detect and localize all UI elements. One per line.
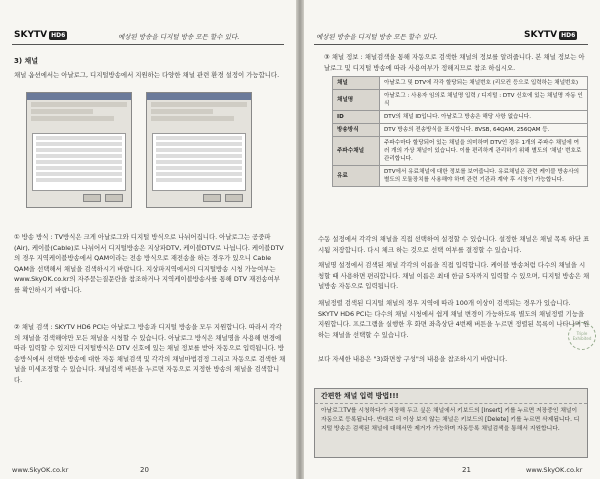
reference-note: 보다 자세한 내용은 "3)화면창 구성"의 내용을 참조하시기 바랍니다. (318, 355, 508, 363)
table-row (333, 124, 588, 137)
broadcast-mode-paragraph: ① 방송 방식 : TV방식은 크게 아날로그와 디지털 방식으로 나뉘어집니다. 아날로그는 공중파(Air), 케이블(Cable)로 나뉘어서 디지털방송은 지상파DTV, 케이블DTV로 나뉩니다. 케이블DTV의 경우 지역케이블방송에서 QAM이라는 전송 방식으로 재전송을 하는 경우가 있으니 Cable QAM을 선택해서 채널을 검색하시기 바랍니다. 지상파지역에서의 디지털방송 시청 가능여부는 www.SkyOK.co.kr의 자주묻는질문란을 참조하거나 지역케이블방송사를 통해 DTV 재전송여부를 확인하시기 바랍니다. (14, 233, 284, 294)
tip-box (314, 388, 588, 458)
page-number: 21 (462, 466, 471, 474)
table-row (333, 90, 588, 111)
table-value: 주파수마다 할당되어 있는 채널을 의미하며 DTV인 경우 1개의 주파수 채널에 여러 개의 가상 채널이 있습니다. 이를 편리하게 관리하기 위해 별도의 '채널' 번호로 관리합니다. (380, 137, 588, 166)
section-title: 3) 채널 (14, 57, 39, 65)
manual-setting-paragraph: 수동 설정에서 각각의 채널을 직접 선택하여 설정할 수 있습니다. 설정한 채널은 채널 목록 하단 표시됨 저장합니다. 다시 체크 하는 것으로 선택 여부를 결정할 수 있습니다. (318, 235, 590, 254)
table-row (333, 111, 588, 124)
book-gutter (296, 0, 304, 479)
tip-title: 간편한 채널 입력 방법!!! (315, 389, 587, 404)
left-page (0, 0, 296, 479)
table-key: 채널명 (333, 90, 380, 111)
table-value: DTV의 채널 ID입니다. 아날로그 방송은 해당 사항 없습니다. (380, 111, 588, 124)
table-key: ID (333, 111, 380, 124)
table-value: 아날로그 및 DTV에 각각 할당되는 채널번호 (리모컨 등으로 입력하는 채널번호) (380, 77, 588, 90)
channel-sort-paragraph: 채널정렬 검색된 디지털 채널의 경우 지역에 따라 100개 이상이 검색되는 경우가 있습니다. SKYTV HD6 PCI는 다수의 채널 시청에서 쉽게 채널 변경이 가능하도록 별도의 채널정렬 기능을 지원합니다. 프로그램을 실행한 후 화면 좌측상단 4번째 버튼을 누르면 정렬된 목록이 나타나며 원하는 채널을 선택할 수 있습니다. (318, 299, 590, 339)
channel-name-paragraph: 채널명 설정에서 검색된 채널 각각의 이름을 직접 입력합니다. 케이블 방송처럼 다수의 채널을 시청할 때 사용하면 편리합니다. 채널 이름은 최대 한글 5자까지 입력할 수 있으며, 디지털 방송은 채널방송 자동으로 입력됩니다. (318, 261, 590, 290)
tip-body: 아날로그TV를 시청하다가 저장해 두고 싶은 채널에서 키보드의 [Insert] 키를 누르면 저장중인 채널이 자동으로 등록됩니다. 반대로 더 이상 보지 않는 채널은 키보드의 [Delete] 키를 누르면 삭제됩니다. 디지털 방송은 검색된 채널에 대해서만 제거가 가능하며 자동등록 채널검색을 통해서 지원합니다. (321, 408, 580, 432)
table-value: 아날로그 : 사용자 임의로 채널명 입력 / 디지털 : DTV 신호에 있는 채널명 자동 인식 (380, 90, 588, 111)
page-number: 20 (140, 466, 149, 474)
channel-info-paragraph: ③ 채널 정보 : 채널검색을 통해 자동으로 검색한 채널의 정보를 알려줍니다. 본 채널 정보는 아날로그 및 디지털 방송에 따라 사용여부가 정해지므로 참조 하십시오. (324, 53, 585, 72)
brand-badge: HD6 (561, 31, 576, 39)
table-key: 채널 (333, 77, 380, 90)
brand-badge: HD6 (51, 31, 66, 39)
table-value: DTV 방송의 전송방식을 표시합니다. 8VSB, 64QAM, 256QAM 등. (380, 124, 588, 137)
table-row (333, 77, 588, 90)
channel-search-paragraph: ② 채널 검색 : SKYTV HD6 PCI는 아날로그 방송과 디지털 방송을 모두 지원합니다. 따라서 각각의 채널을 검색해야만 모든 채널을 시청할 수 있습니다. 아날로그 방식은 채널명을 사용해 변경에 따라 입력할 수 있지만 디지털방식은 DTV 신호에 있는 채널 정보를 받아 자동으로 입력됩니다. 방송방식에서 선택한 방송에 대한 자동 채널검색 및 각각의 채널마법검정 그리고 자동으로 검색한 채널을 미세조정할 수 있습니다. 채널검색 버튼을 누르면 자동으로 지정한 방송의 채널을 검색합니다. (14, 323, 286, 384)
header-rule (314, 44, 588, 45)
channel-dialog-screenshot-digital (146, 92, 252, 208)
table-key: 주파수채널 (333, 137, 380, 166)
channel-info-table (332, 76, 588, 187)
handwritten-note: 예상된 방송을 디지털 방송 모든 할수 있다. (316, 33, 438, 41)
handwritten-note: 예상된 방송을 디지털 방송 모든 할수 있다. (118, 33, 240, 41)
channel-dialog-screenshot-analog (26, 92, 132, 208)
table-row (333, 166, 588, 187)
header-rule (12, 44, 284, 45)
footer-url: www.SkyOK.co.kr (12, 466, 69, 474)
table-value: DTV에서 유료채널에 대한 정보를 보여줍니다. 유료채널은 관련 케이블 방송사의 별도의 모듈장치를 사용해야 하며 관련 기관과 계약 후 시청이 가능합니다. (380, 166, 588, 187)
brand-name: SKYTV (524, 30, 558, 40)
right-page (304, 0, 600, 479)
exhibit-stamp: Triple Exhibited (568, 322, 596, 350)
brand-logo (14, 30, 67, 40)
table-row (333, 137, 588, 166)
brand-logo (524, 30, 577, 40)
table-key: 방송방식 (333, 124, 380, 137)
table-key: 유료 (333, 166, 380, 187)
footer-url: www.SkyOK.co.kr (526, 466, 583, 474)
section-intro: 채널 옵션에서는 아날로그, 디지털방송에서 지원하는 다양한 채널 관련 환경 설정이 가능합니다. (14, 71, 280, 79)
brand-name: SKYTV (14, 30, 48, 40)
